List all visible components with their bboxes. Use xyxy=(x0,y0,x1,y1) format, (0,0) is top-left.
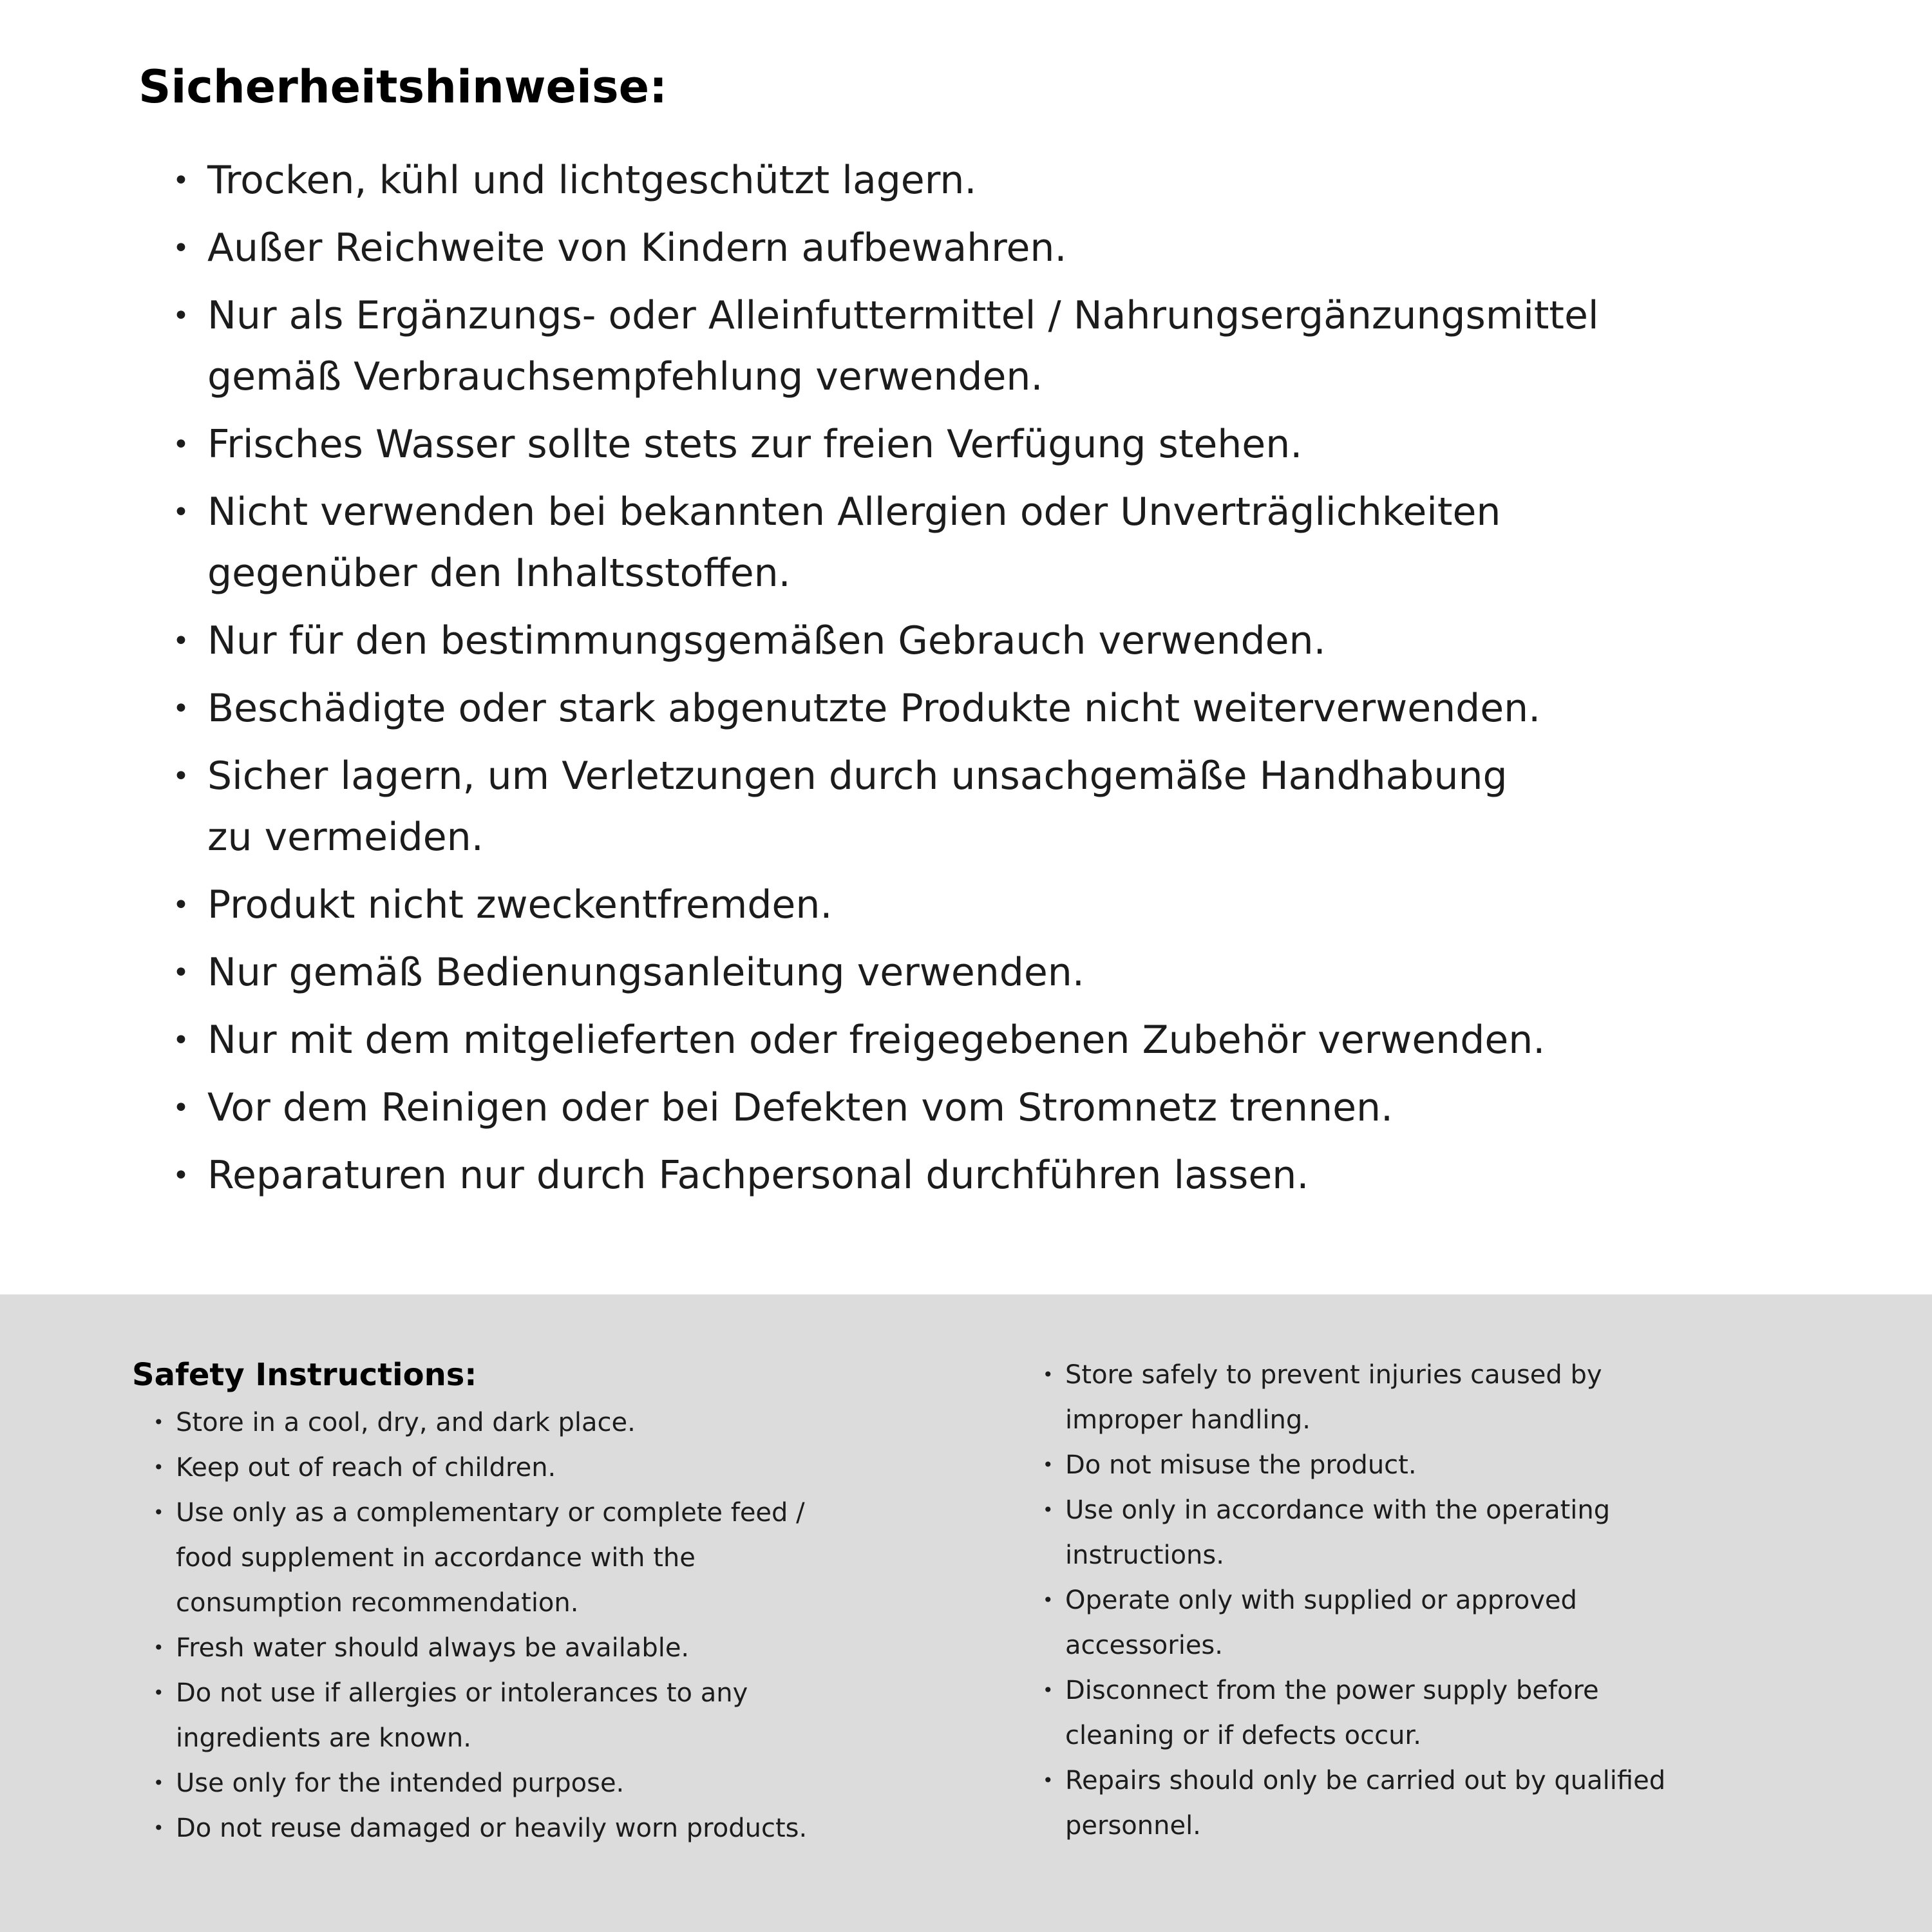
bullet-icon: • xyxy=(1043,1770,1054,1791)
bullet-icon: • xyxy=(173,760,189,793)
instruction-text xyxy=(1065,1578,1577,1668)
text-line: Do not use if allergies or intolerances to any xyxy=(176,1678,748,1708)
text-line: Disconnect from the power supply before xyxy=(1065,1676,1599,1705)
bullet-icon: • xyxy=(173,496,189,529)
bullet-icon: • xyxy=(1043,1364,1054,1385)
instruction-text xyxy=(207,285,1599,408)
instruction-text xyxy=(176,1400,636,1445)
instruction-text xyxy=(207,414,1302,475)
instruction-text xyxy=(176,1761,624,1806)
text-line: gemäß Verbrauchsempfehlung verwenden. xyxy=(207,354,1043,399)
bullet-icon: • xyxy=(173,164,189,197)
english-instruction-item xyxy=(1043,1758,1665,1848)
text-line: Nur mit dem mitgelieferten oder freigegebenen Zubehör verwenden. xyxy=(207,1018,1546,1063)
text-line: accessories. xyxy=(1065,1631,1223,1660)
english-instruction-item xyxy=(153,1806,807,1851)
instruction-text xyxy=(207,1145,1309,1206)
text-line: Nicht verwenden bei bekannten Allergien oder Unverträglichkeiten xyxy=(207,489,1501,535)
german-instruction-item xyxy=(173,746,1599,868)
bullet-icon: • xyxy=(153,1817,164,1839)
text-line: Do not misuse the product. xyxy=(1065,1450,1417,1480)
text-line: Sicher lagern, um Verletzungen durch unsachgemäße Handhabung xyxy=(207,753,1508,799)
text-line: Trocken, kühl und lichtgeschützt lagern. xyxy=(207,158,977,203)
german-instruction-item xyxy=(173,875,1599,936)
instruction-text xyxy=(1065,1352,1602,1443)
english-left-column xyxy=(132,1352,807,1851)
bullet-icon: • xyxy=(173,299,189,332)
english-instruction-item xyxy=(153,1761,807,1806)
bullet-icon: • xyxy=(153,1637,164,1658)
instruction-text xyxy=(207,218,1067,279)
bullet-icon: • xyxy=(173,232,189,265)
instruction-text xyxy=(176,1625,689,1671)
instruction-text xyxy=(176,1490,805,1625)
bullet-icon: • xyxy=(173,889,189,922)
instruction-text xyxy=(1065,1488,1610,1578)
german-instruction-item xyxy=(173,150,1599,211)
text-line: Repairs should only be carried out by qualified xyxy=(1065,1766,1666,1795)
text-line: Nur als Ergänzungs- oder Alleinfuttermittel / Nahrungsergänzungsmittel xyxy=(207,293,1599,338)
german-instruction-item xyxy=(173,1145,1599,1206)
bullet-icon: • xyxy=(1043,1589,1054,1611)
english-instruction-item xyxy=(1043,1668,1665,1758)
instruction-text xyxy=(207,746,1508,868)
bullet-icon: • xyxy=(153,1412,164,1433)
german-instructions-list xyxy=(173,150,1599,1213)
instruction-text xyxy=(1065,1758,1665,1848)
text-line: Vor dem Reinigen oder bei Defekten vom Stromnetz trennen. xyxy=(207,1085,1394,1130)
text-line: Use only as a complementary or complete feed / xyxy=(176,1498,805,1528)
bullet-icon: • xyxy=(153,1457,164,1478)
german-instruction-item xyxy=(173,611,1599,672)
instruction-text xyxy=(1065,1668,1599,1758)
instruction-text xyxy=(207,678,1540,739)
english-instruction-item xyxy=(1043,1578,1665,1668)
bullet-icon: • xyxy=(1043,1680,1054,1701)
instruction-text xyxy=(176,1445,556,1490)
german-instruction-item xyxy=(173,678,1599,739)
german-instruction-item xyxy=(173,942,1599,1003)
text-line: Use only in accordance with the operating xyxy=(1065,1495,1611,1525)
english-instruction-item xyxy=(1043,1488,1665,1578)
english-section xyxy=(0,1294,1932,1932)
english-instruction-item xyxy=(153,1400,807,1445)
text-line: personnel. xyxy=(1065,1811,1201,1841)
english-instruction-item xyxy=(153,1490,807,1625)
instruction-text xyxy=(176,1806,807,1851)
bullet-icon: • xyxy=(173,1092,189,1124)
bullet-icon: • xyxy=(153,1682,164,1703)
text-line: Keep out of reach of children. xyxy=(176,1453,556,1482)
text-line: Use only for the intended purpose. xyxy=(176,1768,625,1798)
text-line: Fresh water should always be available. xyxy=(176,1633,690,1663)
text-line: Frisches Wasser sollte stets zur freien Verfügung stehen. xyxy=(207,422,1303,467)
english-instruction-item xyxy=(153,1671,807,1761)
instruction-text xyxy=(207,611,1326,672)
instruction-text xyxy=(207,942,1084,1003)
instruction-text xyxy=(207,1077,1393,1139)
instruction-text xyxy=(207,875,832,936)
english-right-column xyxy=(1043,1352,1665,1848)
bullet-icon: • xyxy=(1043,1499,1054,1520)
text-line: Store safely to prevent injuries caused by xyxy=(1065,1360,1602,1390)
german-instruction-item xyxy=(173,414,1599,475)
bullet-icon: • xyxy=(1043,1454,1054,1475)
instruction-text xyxy=(207,482,1501,604)
german-instruction-item xyxy=(173,482,1599,604)
bullet-icon: • xyxy=(173,1024,189,1057)
text-line: improper handling. xyxy=(1065,1405,1311,1435)
instruction-text xyxy=(1065,1443,1417,1488)
text-line: Beschädigte oder stark abgenutzte Produkte nicht weiterverwenden. xyxy=(207,686,1541,731)
bullet-icon: • xyxy=(153,1502,164,1523)
english-instructions-list-right xyxy=(1043,1352,1665,1848)
bullet-icon: • xyxy=(153,1772,164,1794)
bullet-icon: • xyxy=(173,428,189,461)
english-section-title: Safety Instructions: xyxy=(132,1357,477,1393)
text-line: Store in a cool, dry, and dark place. xyxy=(176,1408,636,1437)
text-line: gegenüber den Inhaltsstoffen. xyxy=(207,551,791,596)
german-instruction-item xyxy=(173,1010,1599,1071)
german-instruction-item xyxy=(173,285,1599,408)
bullet-icon: • xyxy=(173,1159,189,1192)
text-line: Außer Reichweite von Kindern aufbewahren. xyxy=(207,225,1067,270)
text-line: Produkt nicht zweckentfremden. xyxy=(207,882,833,927)
english-instruction-item xyxy=(1043,1352,1665,1443)
text-line: Reparaturen nur durch Fachpersonal durchführen lassen. xyxy=(207,1153,1309,1198)
text-line: cleaning or if defects occur. xyxy=(1065,1721,1421,1750)
german-section-title: Sicherheitshinweise: xyxy=(138,61,668,113)
instruction-text xyxy=(207,150,976,211)
german-instruction-item xyxy=(173,1077,1599,1139)
instruction-text xyxy=(176,1671,748,1761)
bullet-icon: • xyxy=(173,625,189,658)
text-line: ingredients are known. xyxy=(176,1723,471,1753)
text-line: food supplement in accordance with the xyxy=(176,1543,696,1573)
english-instruction-item xyxy=(153,1445,807,1490)
text-line: Nur für den bestimmungsgemäßen Gebrauch verwenden. xyxy=(207,618,1326,663)
text-line: instructions. xyxy=(1065,1540,1224,1570)
text-line: zu vermeiden. xyxy=(207,815,484,860)
english-instruction-item xyxy=(153,1625,807,1671)
text-line: Nur gemäß Bedienungsanleitung verwenden. xyxy=(207,950,1084,995)
instruction-text xyxy=(207,1010,1545,1071)
text-line: consumption recommendation. xyxy=(176,1588,579,1618)
text-line: Do not reuse damaged or heavily worn products. xyxy=(176,1814,808,1843)
bullet-icon: • xyxy=(173,692,189,725)
english-instruction-item xyxy=(1043,1443,1665,1488)
bullet-icon: • xyxy=(173,956,189,989)
english-instructions-list-left xyxy=(132,1400,807,1851)
text-line: Operate only with supplied or approved xyxy=(1065,1586,1577,1615)
german-instruction-item xyxy=(173,218,1599,279)
